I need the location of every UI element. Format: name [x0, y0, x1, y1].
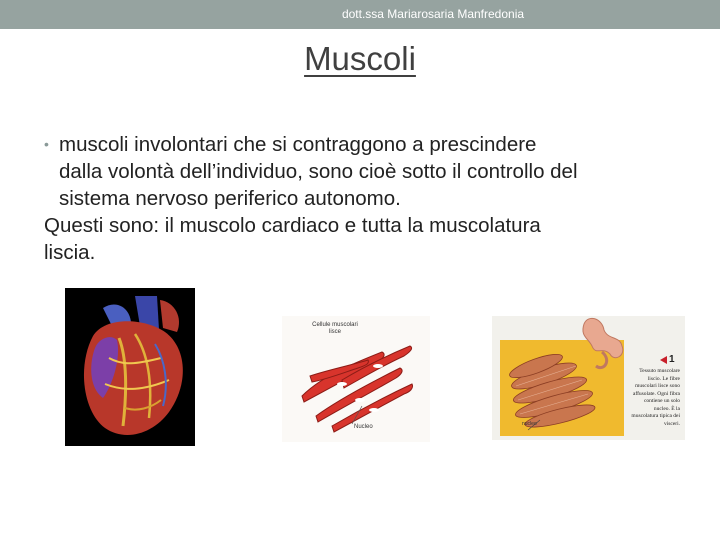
- smooth-muscle-tissue-image: [492, 316, 685, 440]
- paragraph-line-2: liscia.: [44, 241, 96, 264]
- smooth-muscle-cells-image: [282, 316, 430, 442]
- bullet-line-3: sistema nervoso periferico autonomo.: [59, 187, 401, 210]
- panel-caption: Tessuto muscolare liscio. Le fibre muscolari lisce sono affusolate. Ogni fibra contiene un solo nucleo. È la muscolatura tipica dei visceri.: [631, 368, 680, 427]
- nucleus-label: Nucleo: [354, 424, 373, 430]
- slide-title: Muscoli: [304, 40, 416, 77]
- bullet-line-2: dalla volontà dell’individuo, sono cioè sotto il controllo del: [59, 160, 578, 183]
- heart-image: [65, 288, 195, 446]
- slide-body: [44, 131, 694, 266]
- paragraph-line-1: Questi sono: il muscolo cardiaco e tutta la muscolatura: [44, 214, 541, 237]
- panel-number: 1: [669, 354, 675, 365]
- bullet-term: muscoli involontari: [59, 133, 228, 156]
- bullet-text: che si contraggono a prescindere: [227, 133, 537, 156]
- panel-nucleus-label: nucleo: [522, 421, 537, 427]
- bullet-icon: •: [44, 136, 49, 152]
- smooth-cells-label: Cellule muscolari lisce: [312, 322, 358, 335]
- bullet-item: [44, 131, 694, 158]
- author-label: dott.ssa Mariarosaria Manfredonia: [341, 7, 525, 21]
- header-bar: [0, 0, 720, 29]
